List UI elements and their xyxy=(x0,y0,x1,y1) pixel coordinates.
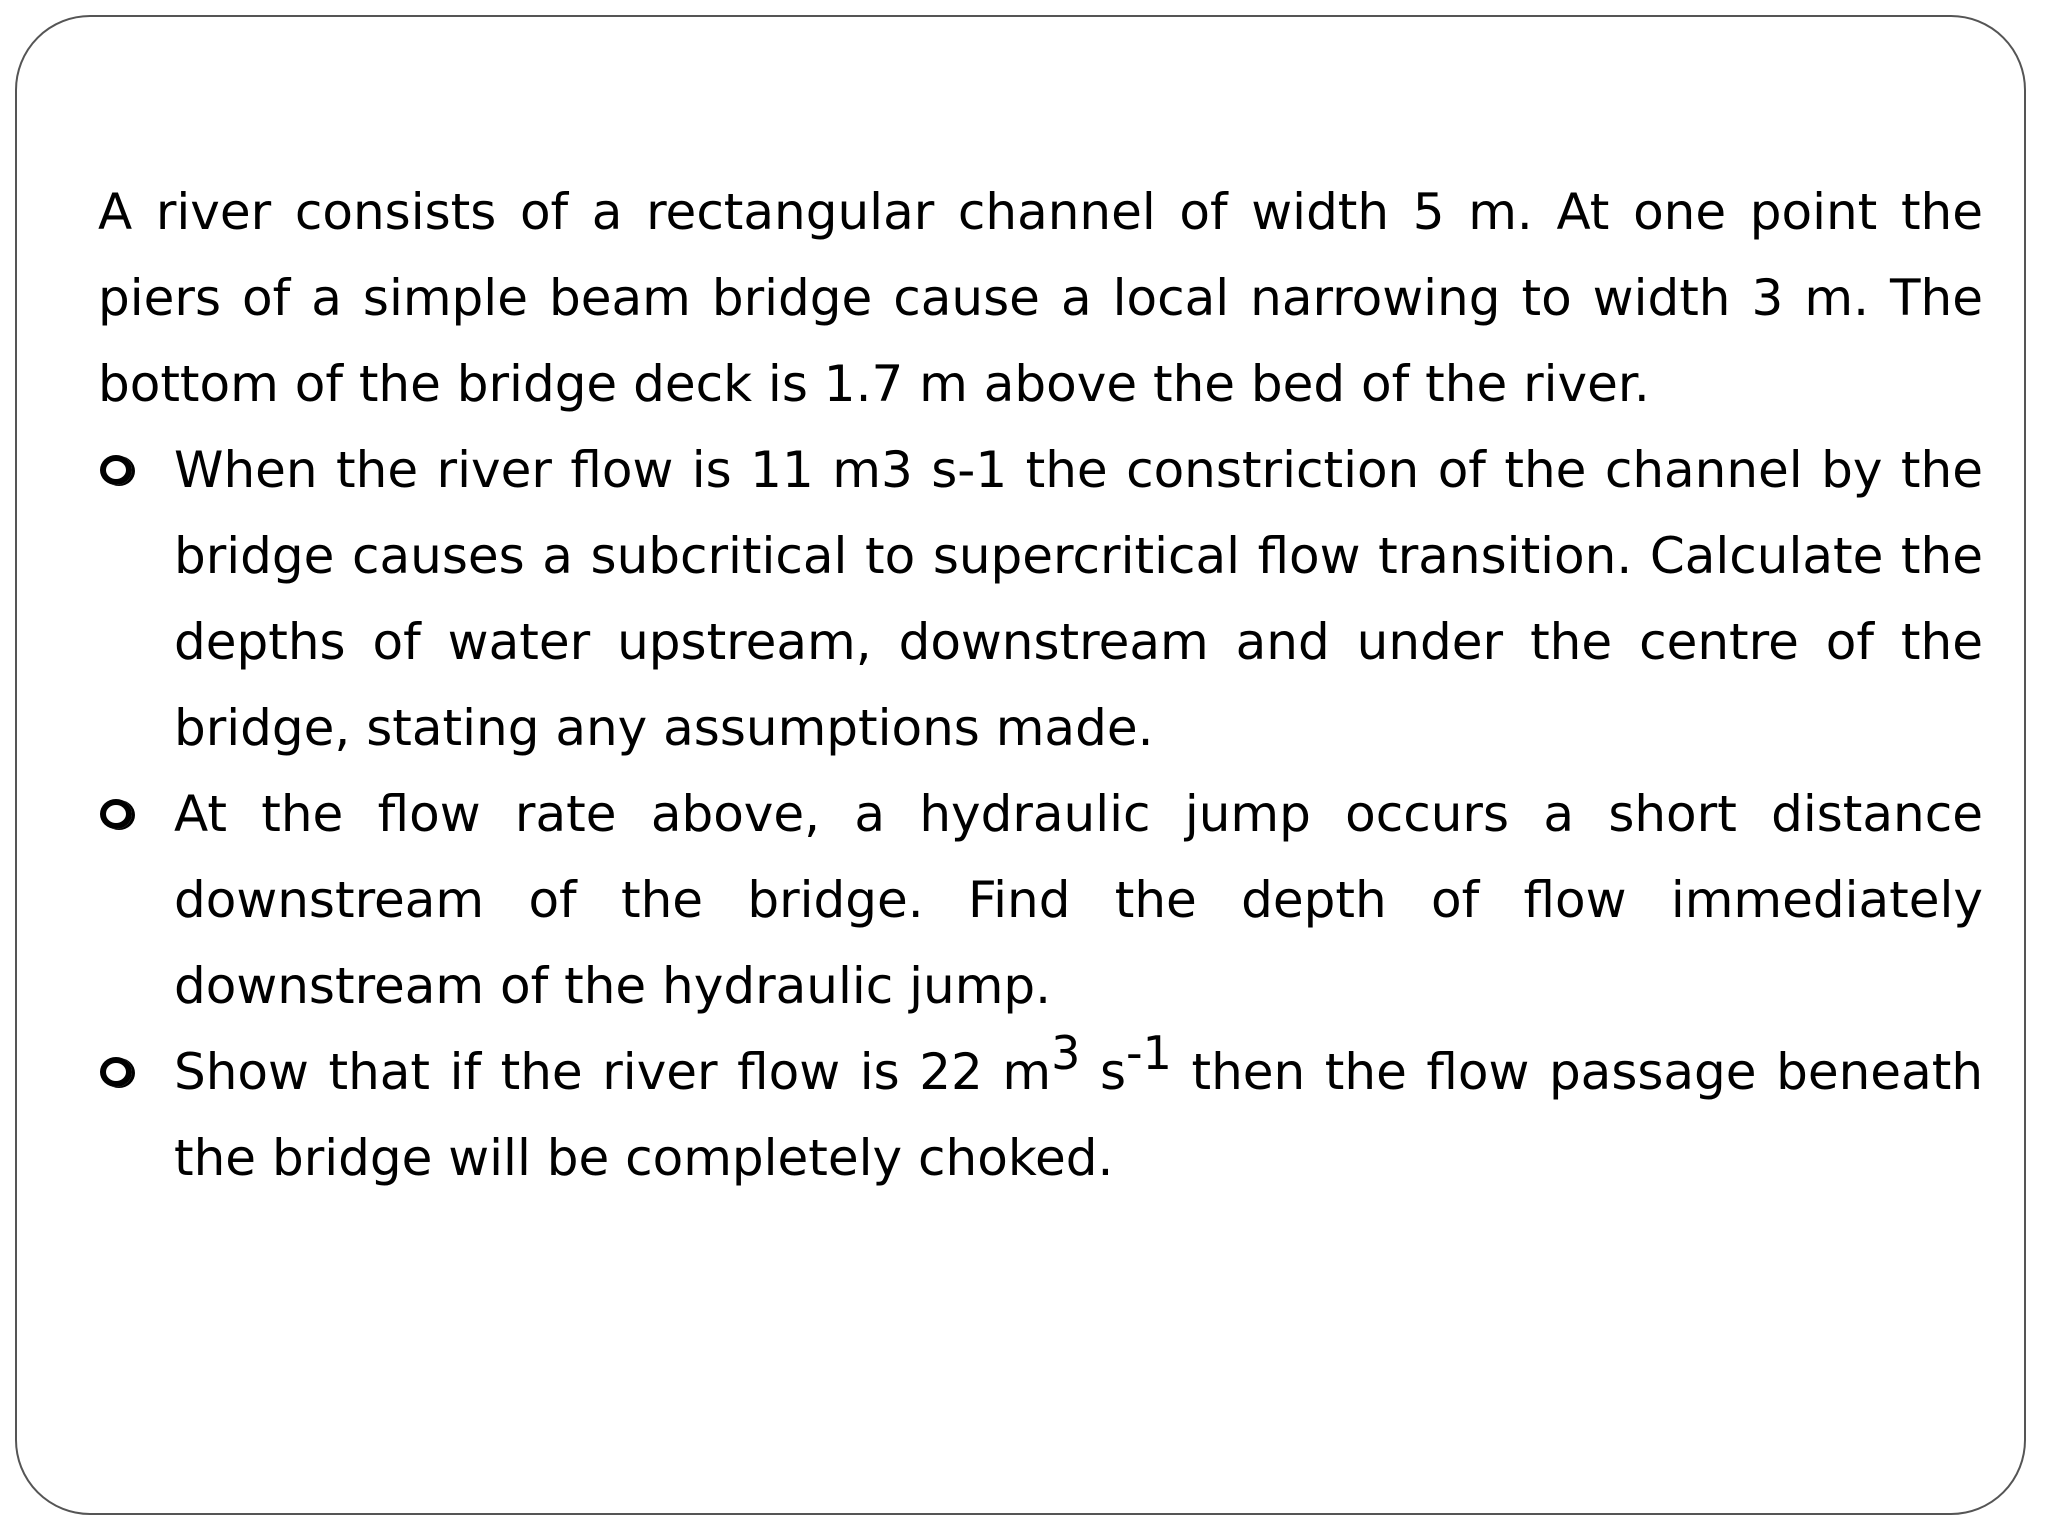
question-item-3 xyxy=(98,1026,1984,1201)
inverse-exponent: -1 xyxy=(1126,1026,1172,1080)
intro-paragraph: A river consists of a rectangular channel of width 5 m. At one point the piers of a simple beam bridge cause a local narrowing to width 3 m. The bottom of the bridge deck is 1.7 m above the bed of the river. xyxy=(98,183,1983,413)
question-1-text: When the river flow is 11 m3 s-1 the constriction of the channel by the bridge causes a subcritical to supercritical flow transition. Calculate the depths of water upstream, downstream and under the centre of the bridge, stating any assumptions made. xyxy=(174,441,1983,757)
question-3-text-part-1: Show that if the river flow is 22 m xyxy=(174,1043,1052,1101)
cubic-exponent: 3 xyxy=(1051,1026,1081,1080)
question-item-2 xyxy=(98,771,1983,1029)
slide-content xyxy=(98,169,1983,1201)
question-list xyxy=(98,427,1983,1201)
question-3-text-part-3: then the flow passage beneath the bridge will be completely choked. xyxy=(174,1043,1984,1187)
hollow-circle-bullet-icon xyxy=(100,1057,132,1087)
question-item-1 xyxy=(98,427,1983,771)
slide-frame xyxy=(15,15,2026,1515)
hollow-circle-bullet-icon xyxy=(100,799,132,829)
question-3-text-part-2: s xyxy=(1080,1043,1127,1101)
question-2-text: At the flow rate above, a hydraulic jump occurs a short distance downstream of the bridge. Find the depth of flow immediately downstream of the hydraulic jump. xyxy=(174,785,1983,1015)
hollow-circle-bullet-icon xyxy=(100,455,132,485)
